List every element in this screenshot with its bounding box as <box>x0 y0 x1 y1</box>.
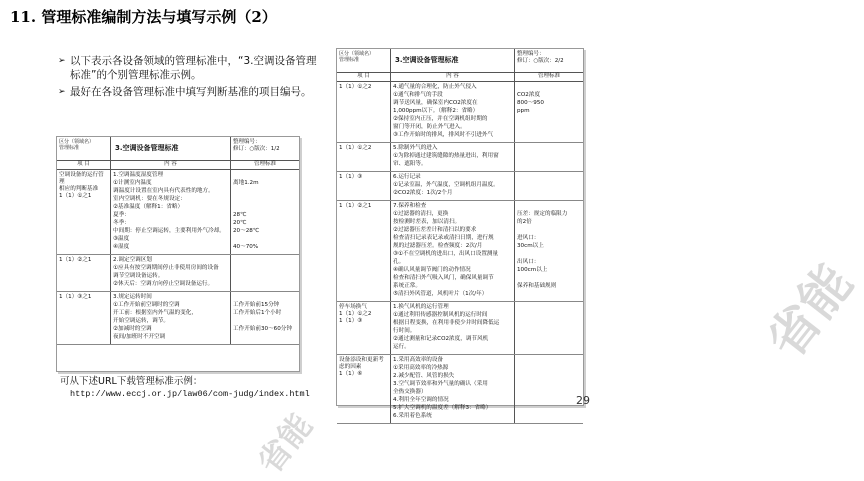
download-note-text: 可从下述URL下载管理标准示例： <box>60 376 203 387</box>
standard-line: 工作开始前30～60分钟 <box>233 326 292 332</box>
row-item-label: 1（1）①之2 <box>337 143 391 171</box>
column-content: 内 容 <box>391 73 515 81</box>
standard-line <box>517 405 581 412</box>
content-line: 开始空调运转，调节。 <box>113 318 169 324</box>
download-note <box>60 376 310 400</box>
standard-line <box>517 116 581 123</box>
content-line: 4.利用全年空调的情况 <box>393 397 449 403</box>
standard-line <box>517 84 581 91</box>
content-line: 1.空调温度湿度管理 <box>113 172 164 178</box>
content-line: 7.保养和检查 <box>393 203 427 209</box>
bullet-text: 最好在各设备管理标准中填写判断基准的项目编号。 <box>70 86 312 98</box>
standard-line <box>517 251 581 258</box>
standard-line: 离地1.2m <box>233 180 259 186</box>
standard-line <box>517 381 581 388</box>
row-content <box>111 292 231 344</box>
standard-line: 40～70% <box>233 244 259 250</box>
page-title: 11. 管理标准编制方法与填写示例（2） <box>10 8 277 26</box>
standard-line: 100cm以上 <box>517 267 548 273</box>
content-line: 行时间。 <box>393 328 416 334</box>
standard-line: 800～950 <box>517 100 544 106</box>
table-row <box>57 170 299 255</box>
standard-line: 保养和基础规则 <box>517 283 557 289</box>
standard-line: 30cm以上 <box>517 243 544 249</box>
content-line: ④湿度 <box>113 244 130 250</box>
standard-line <box>233 265 297 272</box>
content-line: 3.空气调节效率和外气量的确认（采用 <box>393 381 488 387</box>
standard-line <box>233 334 297 341</box>
arrow-bullet-icon: ➢ <box>58 87 66 97</box>
row-item-label: 1（1）②之1 <box>337 201 391 301</box>
content-line: 窗门等开闭，防止外气进入。 <box>393 124 466 130</box>
row-item-label: 1（1）①之2 <box>337 82 391 142</box>
row-standard <box>515 143 583 171</box>
row-item-label: 停车场换气 1（1）①之2 1（1）③ <box>337 302 391 354</box>
row-content <box>111 255 231 291</box>
content-line: 1.采用高效率的设备 <box>393 357 444 363</box>
doc-header <box>337 49 583 73</box>
standard-line <box>233 204 297 211</box>
standard-line <box>517 389 581 396</box>
content-line: ③工作开始时的排风，排风时不引进外气 <box>393 132 494 138</box>
standard-line: 20℃ <box>233 220 247 226</box>
row-content <box>391 201 515 301</box>
content-line: 检查清扫记录表记录或清扫日期，进行规 <box>393 235 494 241</box>
content-line: ④确认风量调节阀门的动作情况 <box>393 267 471 273</box>
table-row <box>337 82 583 143</box>
standard-line <box>517 328 581 335</box>
content-line: 运行。 <box>393 344 410 350</box>
doc-header-title: 3.空调设备管理标准 <box>111 137 231 160</box>
content-line: 调节空调设备运转。 <box>113 273 164 279</box>
row-item-label: 空调设备的运行管理 相应的判断基准 1（1）①之1 <box>57 170 111 254</box>
content-line: ①为除掉通过建筑缝隙的热量进出，利用窗 <box>393 153 499 159</box>
content-line: 冬季： <box>113 220 130 226</box>
download-url[interactable]: http://www.eccj.or.jp/law06/com-judg/index.html <box>70 389 310 399</box>
row-standard <box>515 302 583 354</box>
standard-line: CO2浓度 <box>517 92 541 98</box>
standard-line <box>517 413 581 420</box>
doc-column-headers <box>337 73 583 82</box>
arrow-bullet-icon: ➢ <box>58 56 66 66</box>
row-standard <box>231 255 299 291</box>
content-line: 5.除制外气的进入 <box>393 145 438 151</box>
row-standard <box>231 292 299 344</box>
row-standard <box>515 355 583 423</box>
column-standard: 管理标准 <box>253 161 276 167</box>
table-row <box>337 355 583 424</box>
content-line: 全热交换器） <box>393 389 427 395</box>
standard-line <box>517 357 581 364</box>
doc-header <box>57 137 299 161</box>
content-line: ③①不在空调机的进出口，出风口设置测量 <box>393 251 499 257</box>
standard-line <box>233 172 297 179</box>
doc-rows <box>337 82 583 424</box>
standard-line <box>517 203 581 210</box>
standard-line: ppm <box>517 108 530 114</box>
row-content <box>391 82 515 142</box>
content-line: 2.减少配管、风管的损失 <box>393 373 455 379</box>
content-line: ②保持室内正压，并在空调机组时期的 <box>393 116 488 122</box>
bullet-text: 以下表示各设备领域的管理标准中，“3.空调设备管理标准”的个别管理标准示例。 <box>70 55 317 81</box>
doc-header-category: 区分（领域名） 管理标准 <box>337 49 391 72</box>
standard-line: 工作开始后1个小时 <box>233 310 282 316</box>
column-content: 内 容 <box>111 161 231 169</box>
row-standard <box>515 201 583 301</box>
content-line: ①工作开始前空调时的空调 <box>113 302 180 308</box>
standard-line <box>233 196 297 203</box>
standard-line <box>233 281 297 288</box>
content-line: ①通过利用传感器控制风机的运行时间 <box>393 312 488 318</box>
content-line: 1,000ppm以下。（解释2：省略） <box>393 108 479 114</box>
content-line: ③温度 <box>113 236 130 242</box>
content-line: 检查和清扫外气吸入风门，确保风量调节 <box>393 275 494 281</box>
standard-line <box>233 318 297 325</box>
content-line: 6.采用着色系统 <box>393 413 432 419</box>
content-line: 夜间/加班时不开空调 <box>113 334 166 340</box>
standard-line <box>233 188 297 195</box>
table-row <box>57 292 299 345</box>
row-item-label: 1（1）②之1 <box>57 255 111 291</box>
standard-line <box>233 257 297 264</box>
standard-line <box>517 153 581 160</box>
content-line: ①过滤器的清扫，更换 <box>393 211 449 217</box>
doc-header-revision: 整理编号： 修订：○版次：2/2 <box>517 51 564 64</box>
content-line: ①记录室温，外气温度，空调机组月温度。 <box>393 182 499 188</box>
bullet-item <box>58 54 326 82</box>
content-line: 系统正常。 <box>393 283 421 289</box>
content-line: ②通过测量和记录CO2浓度，调节风机 <box>393 336 489 342</box>
doc-header-revision: 整理编号： 修订：○版次：1/2 <box>233 139 280 152</box>
standard-line: 28℃ <box>233 212 247 218</box>
content-line: ①计测室内温度 <box>113 180 152 186</box>
content-line: 3.规定运转时间 <box>113 294 152 300</box>
content-line: ②过滤器压差差计和清扫以的要求 <box>393 227 477 233</box>
standard-line: 压差：规定的临限力 <box>517 211 568 217</box>
content-line: 室内空调机：要在冬规设定： <box>113 196 186 202</box>
column-item: 项 目 <box>337 73 391 81</box>
row-item-label: 设备添设和更新考虑的因素 1（1）⑥ <box>337 355 391 423</box>
watermark: 省能 <box>756 254 864 369</box>
standard-line: 20～28℃ <box>233 228 260 234</box>
standard-line <box>517 145 581 152</box>
content-line: 帘、遮阳等。 <box>393 161 427 167</box>
row-content <box>391 172 515 200</box>
doc-rows <box>57 170 299 345</box>
standard-line <box>233 273 297 280</box>
content-line: 4.通气量的合理化，防止外气侵入 <box>393 84 477 90</box>
standard-line <box>233 236 297 243</box>
content-line: ①采用高效率的冷热源 <box>393 365 449 371</box>
row-content <box>391 355 515 423</box>
watermark: 省能 <box>250 406 320 481</box>
content-line: 调温度计设置在室内具有代表性的地方。 <box>113 188 214 194</box>
content-line: 1.换气风机的运行管理 <box>393 304 449 310</box>
standard-document-page-2 <box>336 48 864 419</box>
bullet-list <box>58 54 326 102</box>
standard-line <box>517 227 581 234</box>
table-row <box>337 143 583 172</box>
standard-line <box>517 291 581 298</box>
content-line: 根据日程变换，在利用非使少并时间降低运 <box>393 320 500 326</box>
content-line: ②CO2浓度：1次/2个月 <box>393 190 453 196</box>
table-row <box>57 255 299 292</box>
standard-line <box>517 336 581 343</box>
standard-line: 进风口： <box>517 235 540 241</box>
content-line: 调节送风量，确保室内CO2浓度在 <box>393 100 478 106</box>
standard-line <box>517 397 581 404</box>
standard-line <box>517 124 581 131</box>
column-standard: 管理标准 <box>537 73 560 79</box>
row-content <box>111 170 231 254</box>
content-line: ②加减时的空调 <box>113 326 152 332</box>
row-content <box>391 143 515 171</box>
standard-line <box>517 304 581 311</box>
standard-line <box>517 174 581 181</box>
standard-line <box>517 182 581 189</box>
doc-column-headers <box>57 161 299 170</box>
row-content <box>391 302 515 354</box>
standard-line <box>517 275 581 282</box>
standard-line <box>517 132 581 139</box>
column-item: 项 目 <box>57 161 111 169</box>
content-line: ⑤清扫外风管道，风机叶片（1次/年） <box>393 291 488 297</box>
content-line: 2.调定空调区划 <box>113 257 152 263</box>
content-line: ②基准温度（解释1：省略） <box>113 204 184 210</box>
doc-header-title: 3.空调设备管理标准 <box>391 49 515 72</box>
content-line: 夏季： <box>113 212 130 218</box>
standard-line <box>517 344 581 351</box>
content-line: 按检测时差表，加以清扫。 <box>393 219 461 225</box>
row-standard <box>515 172 583 200</box>
content-line: ①应具有按空调期间停止非使用房间的设备 <box>113 265 219 271</box>
standard-line <box>517 373 581 380</box>
standard-line: 的2倍 <box>517 219 532 225</box>
standard-line <box>233 294 297 301</box>
content-line: 6.运行记录 <box>393 174 421 180</box>
content-line: ②休天后：空调方向停止空调设备运行。 <box>113 281 214 287</box>
content-line: 孔。 <box>393 259 405 265</box>
doc-header-category: 区分（领域名） 管理标准 <box>57 137 111 160</box>
row-standard <box>231 170 299 254</box>
row-item-label: 1（1）③ <box>337 172 391 200</box>
content-line: 中间期：停止空调运转，主要利用外气冷却。 <box>113 228 225 234</box>
standard-line <box>517 365 581 372</box>
content-line: ①通气和排气的手段 <box>393 92 443 98</box>
content-line: 规的过滤器压差。检查频度：2次/月 <box>393 243 483 249</box>
standard-line <box>517 190 581 197</box>
standard-line: 工作开始前15分钟 <box>233 302 280 308</box>
table-row <box>337 201 583 302</box>
bullet-item <box>58 85 326 99</box>
content-line: 5.扩大空调机的温度差（解释3：省略） <box>393 405 492 411</box>
table-row <box>337 172 583 201</box>
standard-line <box>517 320 581 327</box>
row-item-label: 1（1）③之1 <box>57 292 111 344</box>
page-number: 29 <box>576 394 590 407</box>
standard-line <box>517 312 581 319</box>
table-row <box>337 302 583 355</box>
standard-line <box>517 161 581 168</box>
row-standard <box>515 82 583 142</box>
standard-line: 出风口： <box>517 259 540 265</box>
content-line: 开工前：根据室内外气温的变化， <box>113 310 197 316</box>
